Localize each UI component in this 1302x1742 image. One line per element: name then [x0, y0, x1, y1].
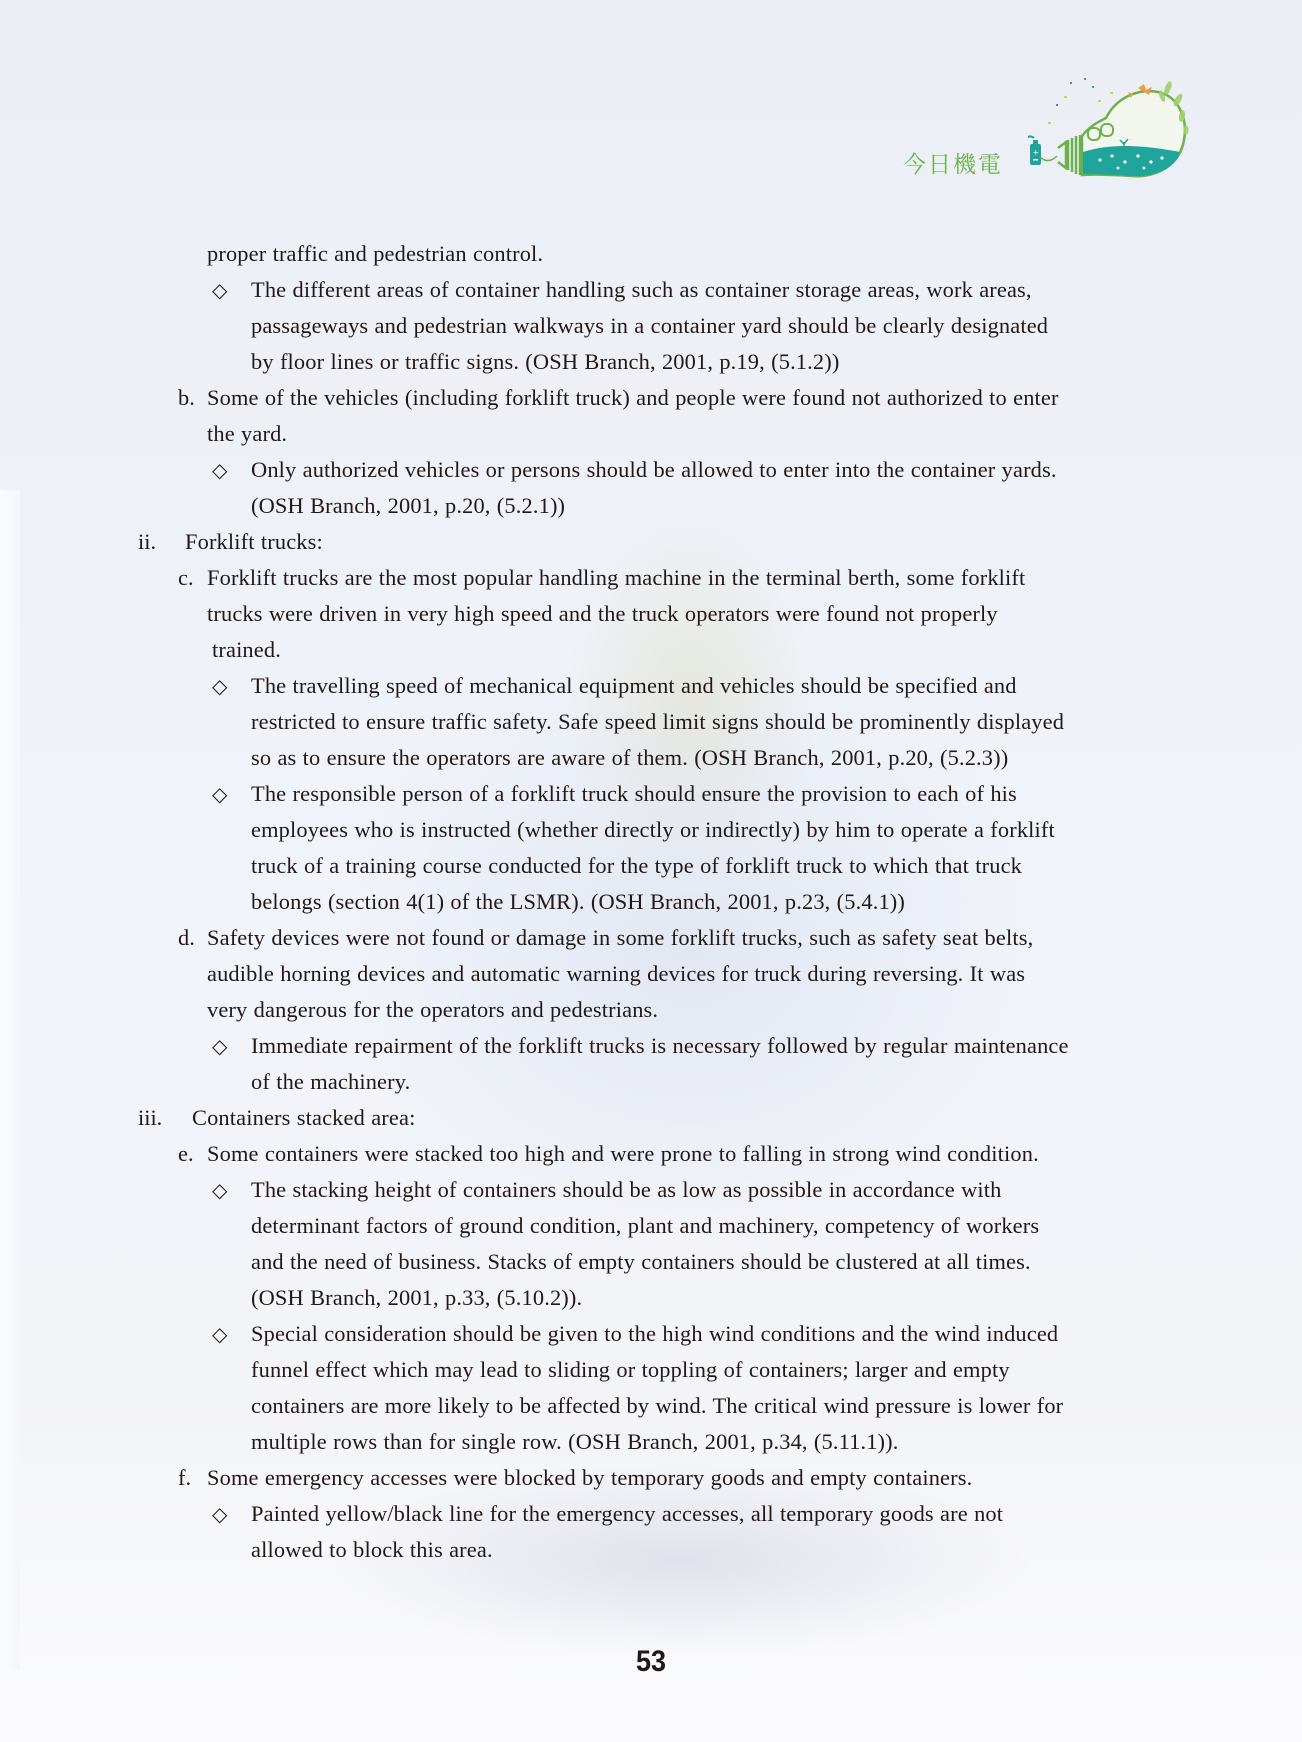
- line-text: Forklift trucks are the most popular handling machine in the terminal berth, some forklift: [207, 565, 1026, 590]
- line-text: funnel effect which may lead to sliding or toppling of containers; larger and empty: [251, 1357, 1010, 1382]
- diamond-bullet-icon: ◇: [212, 1322, 228, 1346]
- line-text: Immediate repairment of the forklift trucks is necessary followed by regular maintenance: [251, 1033, 1069, 1058]
- diamond-bullet-icon: ◇: [212, 1034, 228, 1058]
- list-marker: iii.: [138, 1105, 163, 1130]
- line-text: Some emergency accesses were blocked by temporary goods and empty containers.: [207, 1465, 973, 1490]
- diamond-bullet-icon: ◇: [212, 458, 228, 482]
- line-text: very dangerous for the operators and pedestrians.: [207, 997, 659, 1022]
- page-number: 53: [635, 1645, 667, 1678]
- diamond-bullet-icon: ◇: [212, 674, 228, 698]
- line-text: Painted yellow/black line for the emergency accesses, all temporary goods are not: [251, 1501, 1004, 1526]
- line-text: The responsible person of a forklift truck should ensure the provision to each of his: [251, 781, 1017, 806]
- line-text: (OSH Branch, 2001, p.33, (5.10.2)).: [251, 1285, 583, 1310]
- line-text: (OSH Branch, 2001, p.20, (5.2.1)): [251, 493, 566, 518]
- list-marker: d.: [178, 925, 195, 950]
- diamond-bullet-icon: ◇: [212, 782, 228, 806]
- line-text: belongs (section 4(1) of the LSMR). (OSH Branch, 2001, p.23, (5.4.1)): [251, 889, 906, 914]
- list-marker: b.: [178, 385, 195, 410]
- line-text: of the machinery.: [251, 1069, 411, 1094]
- line-text: Forklift trucks:: [185, 529, 323, 554]
- diamond-bullet-icon: ◇: [212, 278, 228, 302]
- line-text: Safety devices were not found or damage in some forklift trucks, such as safety seat belts,: [207, 925, 1034, 950]
- line-text: The stacking height of containers should be as low as possible in accordance with: [251, 1177, 1002, 1202]
- line-text: Some containers were stacked too high and were prone to falling in strong wind condition.: [207, 1141, 1039, 1166]
- list-marker: ii.: [138, 529, 157, 554]
- line-text: The travelling speed of mechanical equipment and vehicles should be specified and: [251, 673, 1017, 698]
- line-text: The different areas of container handling such as container storage areas, work areas,: [251, 277, 1032, 302]
- line-text: Some of the vehicles (including forklift truck) and people were found not authorized to enter: [207, 385, 1059, 410]
- logo-text: 今日機電: [903, 152, 1003, 178]
- line-text: passageways and pedestrian walkways in a container yard should be clearly designated: [251, 313, 1049, 338]
- line-text: and the need of business. Stacks of empty containers should be clustered at all times.: [251, 1249, 1031, 1274]
- line-text: Only authorized vehicles or persons should be allowed to enter into the container yards.: [251, 457, 1057, 482]
- diamond-bullet-icon: ◇: [212, 1178, 228, 1202]
- line-text: trucks were driven in very high speed and the truck operators were found not properly: [207, 601, 998, 626]
- line-text: Containers stacked area:: [192, 1105, 416, 1130]
- list-marker: f.: [178, 1465, 192, 1490]
- magazine-logo: [900, 78, 1190, 188]
- lightbulb-battery-icon: [1028, 78, 1190, 188]
- line-text: so as to ensure the operators are aware of them. (OSH Branch, 2001, p.20, (5.2.3)): [251, 745, 1009, 770]
- diamond-bullet-icon: ◇: [212, 1502, 228, 1526]
- line-text: multiple rows than for single row. (OSH Branch, 2001, p.34, (5.11.1)).: [251, 1429, 899, 1454]
- line-text: determinant factors of ground condition, plant and machinery, competency of workers: [251, 1213, 1040, 1238]
- line-text: the yard.: [207, 421, 288, 446]
- line-text: trained.: [212, 637, 281, 662]
- line-text: audible horning devices and automatic warning devices for truck during reversing. It was: [207, 961, 1026, 986]
- line-text: Special consideration should be given to the high wind conditions and the wind induced: [251, 1321, 1059, 1346]
- line-text: restricted to ensure traffic safety. Safe speed limit signs should be prominently displayed: [251, 709, 1065, 734]
- list-marker: c.: [178, 565, 194, 590]
- svg-text:+: +: [1032, 148, 1040, 157]
- background-decoration: [0, 490, 20, 1670]
- line-text: proper traffic and pedestrian control.: [207, 241, 544, 266]
- line-text: employees who is instructed (whether directly or indirectly) by him to operate a forklift: [251, 817, 1055, 842]
- line-text: truck of a training course conducted for the type of forklift truck to which that truck: [251, 853, 1023, 878]
- line-text: allowed to block this area.: [251, 1537, 493, 1562]
- line-text: containers are more likely to be affected by wind. The critical wind pressure is lower for: [251, 1393, 1064, 1418]
- list-marker: e.: [178, 1141, 194, 1166]
- line-text: by floor lines or traffic signs. (OSH Branch, 2001, p.19, (5.1.2)): [251, 349, 840, 374]
